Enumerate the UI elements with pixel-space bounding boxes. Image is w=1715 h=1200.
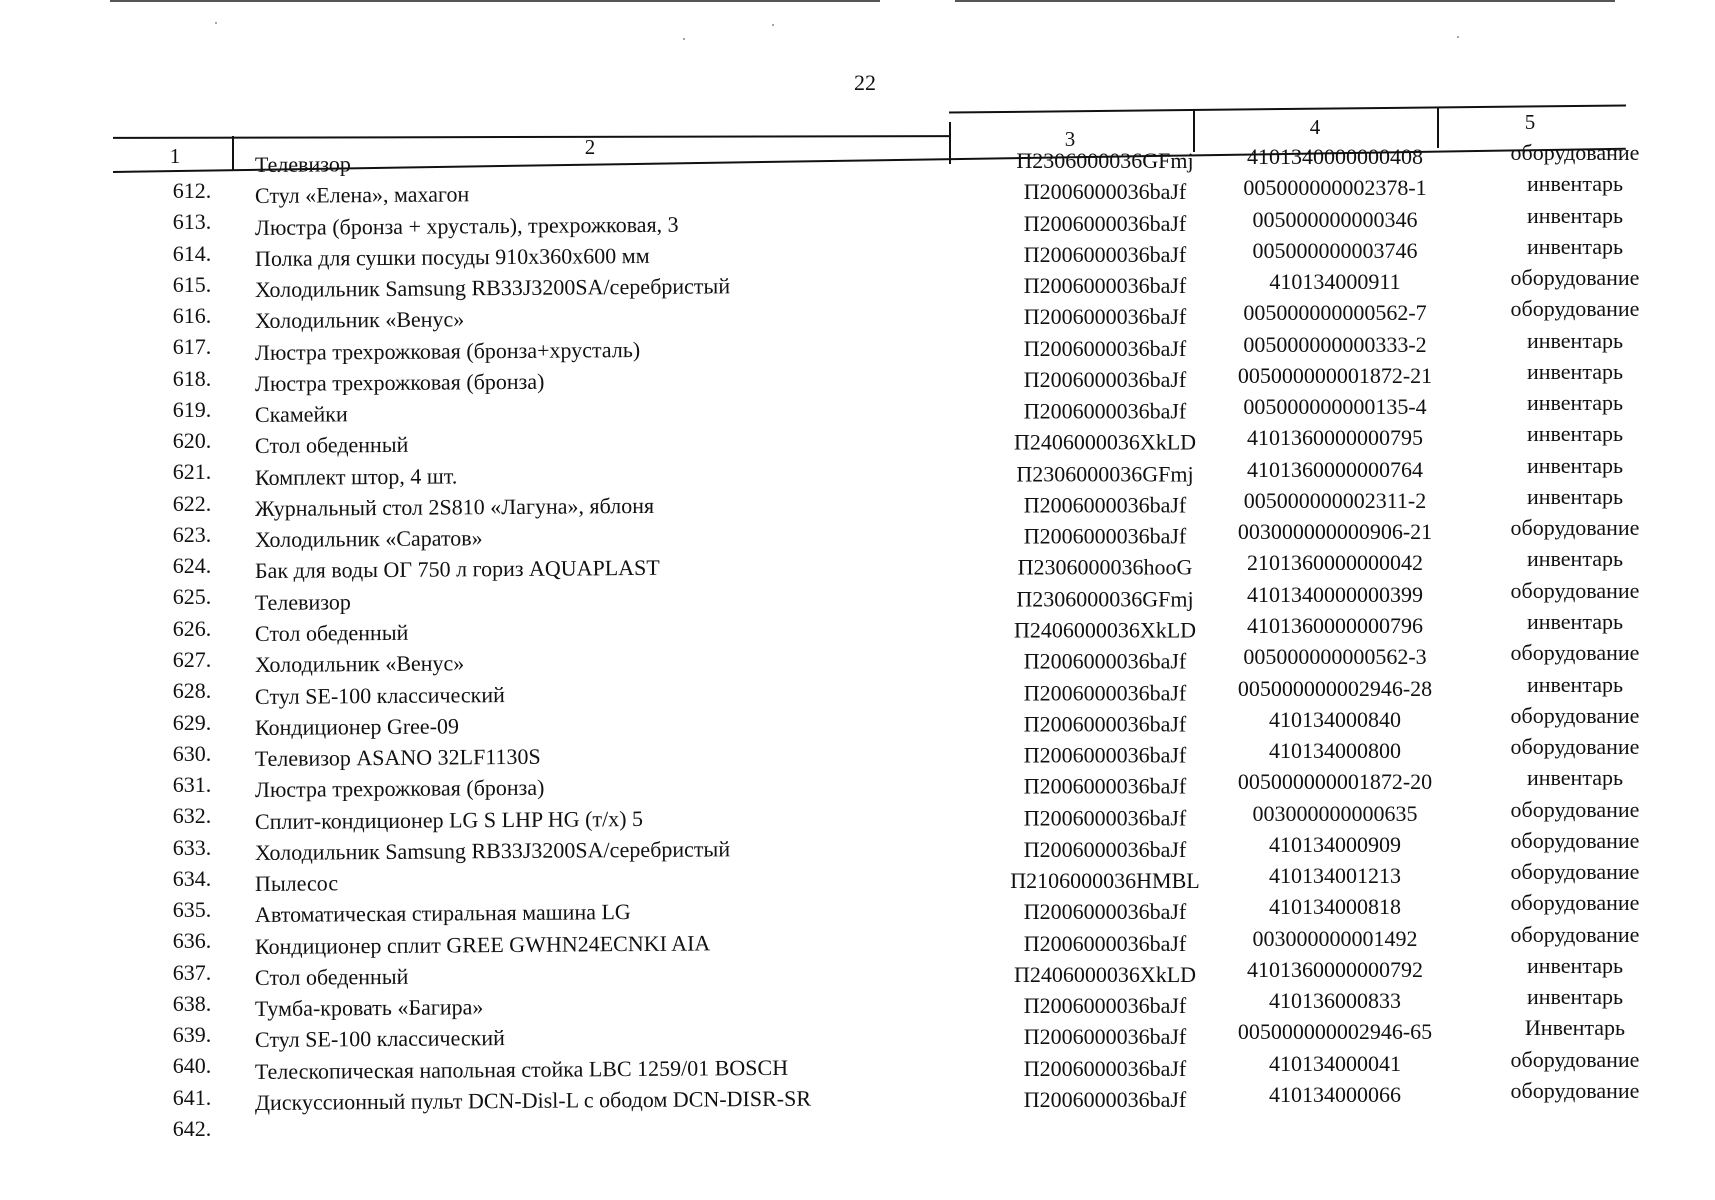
item-category: оборудование (1510, 827, 1640, 853)
item-name: Телескопическая напольная стойка LBC 1259/01 BOSCH (254, 1054, 789, 1084)
item-name: Люстра трехрожковая (бронза+хрусталь) (254, 336, 641, 365)
item-name: Автоматическая стиральная машина LG (254, 899, 631, 928)
item-name: Бак для воды ОГ 750 л гориз AQUAPLAST (254, 555, 660, 584)
inventory-number: 003000000000906-21 (1237, 519, 1433, 545)
item-name: Люстра (бронза + хрусталь), трехрожковая, 3 (254, 211, 679, 240)
item-category: инвентарь (1526, 671, 1624, 697)
inventory-number: 005000000002378-1 (1243, 175, 1427, 201)
item-name: Стул «Елена», махагон (254, 181, 470, 209)
header-divider-4 (1437, 108, 1439, 148)
row-number: 638. (172, 990, 212, 1016)
row-number: 618. (172, 365, 212, 391)
scan-edge-line-right (955, 0, 1615, 2)
item-category: оборудование (1510, 640, 1640, 666)
item-category: оборудование (1510, 1078, 1640, 1103)
inventory-number: 005000000000562-7 (1243, 300, 1427, 326)
row-number: 636. (172, 928, 212, 954)
account-code: П2006000036baJf (1023, 648, 1187, 674)
item-category: инвентарь (1526, 171, 1624, 197)
row-number: 616. (172, 303, 212, 329)
item-category: оборудование (1510, 890, 1640, 916)
item-category: инвентарь (1526, 984, 1624, 1010)
item-name: Холодильник Samsung RB33J3200SA/серебристый (254, 836, 731, 865)
item-category: оборудование (1510, 1046, 1640, 1072)
row-number: 620. (172, 428, 212, 454)
account-code: П2006000036baJf (1023, 492, 1187, 518)
inventory-number: 005000000000346 (1252, 206, 1418, 232)
inventory-number: 4101360000000792 (1247, 956, 1423, 982)
item-name: Холодильник «Венус» (254, 650, 465, 678)
account-code: П2006000036baJf (1023, 742, 1187, 768)
table-row (0, 1078, 1715, 1141)
account-code: П2006000036baJf (1023, 1087, 1187, 1113)
account-code: П2406000036XkLD (1013, 961, 1197, 987)
item-name: Люстра трехрожковая (бронза) (254, 775, 545, 803)
row-number: 640. (172, 1053, 212, 1079)
inventory-number: 005000000000333-2 (1243, 331, 1427, 357)
row-number: 619. (172, 396, 212, 422)
account-code: П2006000036baJf (1023, 1055, 1187, 1081)
account-code: П2006000036baJf (1023, 523, 1187, 549)
item-category: инвентарь (1526, 483, 1624, 509)
item-name: Дискуссионный пульт DCN-Disl-L с ободом DCN-DISR-SR (254, 1085, 812, 1115)
item-name: Кондиционер Gree-09 (254, 713, 460, 740)
item-category: инвентарь (1526, 421, 1624, 447)
row-number: 641. (172, 1084, 212, 1110)
item-category: оборудование (1510, 296, 1640, 322)
item-category: оборудование (1510, 515, 1640, 541)
item-name: Холодильник Samsung RB33J3200SA/серебристый (254, 273, 731, 303)
inventory-number: 2101360000000042 (1247, 550, 1423, 576)
item-category: инвентарь (1526, 765, 1624, 791)
item-category: инвентарь (1526, 609, 1624, 634)
inventory-number: 410136000833 (1269, 988, 1401, 1014)
item-name: Холодильник «Венус» (254, 306, 465, 334)
item-category: оборудование (1510, 796, 1640, 822)
item-name: Люстра трехрожковая (бронза) (254, 368, 545, 396)
inventory-number: 005000000000135-4 (1243, 394, 1427, 420)
item-category: инвентарь (1526, 327, 1624, 353)
inventory-number: 4101340000000408 (1247, 144, 1423, 169)
account-code: П2006000036baJf (1023, 179, 1187, 205)
item-name: Комплект штор, 4 шт. (254, 463, 458, 490)
row-number: 623. (172, 521, 212, 547)
inventory-number: 005000000001872-20 (1237, 769, 1433, 795)
item-name: Телевизор ASANO 32LF1130S (254, 743, 541, 772)
inventory-number: 005000000000562-3 (1243, 644, 1427, 670)
row-number: 615. (172, 271, 212, 297)
item-category: оборудование (1510, 140, 1640, 165)
item-category: инвентарь (1526, 233, 1624, 259)
row-number: 627. (172, 647, 212, 672)
inventory-number: 410134000066 (1269, 1082, 1401, 1107)
item-category: Инвентарь (1524, 1015, 1626, 1041)
row-number: 639. (172, 1022, 212, 1048)
column-header-2: 2 (584, 135, 596, 159)
inventory-number: 410134000818 (1269, 894, 1401, 920)
account-code: П2006000036baJf (1023, 774, 1187, 800)
item-name: Журнальный стол 2S810 «Лагуна», яблоня (254, 492, 655, 521)
account-code: П2006000036baJf (1023, 711, 1187, 737)
inventory-number: 410134001213 (1269, 863, 1401, 889)
item-category: оборудование (1510, 859, 1640, 885)
account-code: П2006000036baJf (1023, 304, 1187, 330)
row-number: 613. (172, 209, 212, 235)
account-code: П2006000036baJf (1023, 241, 1187, 267)
account-code: П2006000036baJf (1023, 993, 1187, 1019)
item-name: Стол обеденный (254, 963, 409, 990)
row-number: 642. (172, 1116, 212, 1141)
row-number: 631. (172, 772, 212, 798)
account-code: П2006000036baJf (1023, 930, 1187, 956)
inventory-number: 410134000800 (1269, 738, 1401, 764)
item-category: инвентарь (1526, 358, 1624, 384)
row-number: 635. (172, 897, 212, 923)
item-name: Холодильник «Саратов» (254, 525, 483, 553)
item-category: оборудование (1510, 265, 1640, 291)
inventory-number: 4101360000000764 (1247, 456, 1423, 482)
account-code: П2106000036HMBL (1010, 867, 1200, 893)
column-header-1: 1 (169, 144, 181, 168)
account-code: П2006000036baJf (1023, 210, 1187, 236)
item-category: оборудование (1510, 702, 1640, 728)
item-name: Стул SE-100 классический (254, 1025, 505, 1053)
item-name: Телевизор (254, 588, 351, 615)
inventory-number: 4101360000000795 (1247, 425, 1423, 451)
row-number: 625. (172, 584, 212, 610)
row-number: 626. (172, 615, 212, 641)
row-number: 617. (172, 334, 212, 360)
item-category: инвентарь (1526, 952, 1624, 978)
item-name: Стул SE-100 классический (254, 681, 505, 709)
inventory-number: 410134000840 (1269, 706, 1401, 732)
item-name: Сплит-кондиционер LG S LHP HG (т/х) 5 (254, 805, 644, 834)
row-number: 629. (172, 709, 212, 735)
account-code: П2306000036GFmj (1016, 148, 1194, 173)
inventory-number: 005000000003746 (1252, 237, 1418, 263)
account-code: П2006000036baJf (1023, 680, 1187, 706)
item-name: Тумба-кровать «Багира» (254, 994, 484, 1022)
item-category: инвентарь (1526, 202, 1624, 228)
account-code: П2006000036baJf (1023, 836, 1187, 862)
account-code: П2006000036baJf (1023, 899, 1187, 925)
inventory-number: 005000000001872-21 (1237, 362, 1433, 388)
account-code: П2006000036baJf (1023, 367, 1187, 393)
column-header-3: 3 (1064, 127, 1076, 151)
row-number: 624. (172, 553, 212, 579)
item-name: Стол обеденный (254, 619, 409, 646)
item-category: оборудование (1510, 921, 1640, 947)
item-name: Пылесос (254, 870, 339, 897)
row-number: 622. (172, 490, 212, 516)
row-number: 637. (172, 959, 212, 985)
scan-speck (772, 24, 774, 26)
inventory-number: 410134000909 (1269, 831, 1401, 857)
item-category: инвентарь (1526, 546, 1624, 572)
item-category: оборудование (1510, 577, 1640, 603)
inventory-number: 005000000002946-65 (1237, 1019, 1433, 1045)
item-category: инвентарь (1526, 452, 1624, 478)
header-divider-3 (1193, 110, 1195, 152)
scan-speck (215, 22, 217, 24)
item-category: инвентарь (1526, 390, 1624, 416)
account-code: П2306000036GFmj (1016, 461, 1194, 487)
scan-speck (683, 38, 685, 40)
inventory-number: 005000000002946-28 (1237, 675, 1433, 701)
row-number: 634. (172, 865, 212, 891)
item-category: оборудование (1510, 734, 1640, 760)
item-name: Телевизор (254, 151, 351, 177)
item-name: Стол обеденный (254, 432, 409, 459)
account-code: П2006000036baJf (1023, 335, 1187, 361)
inventory-number: 005000000002311-2 (1243, 487, 1427, 513)
row-number: 633. (172, 834, 212, 860)
page-number: 22 (854, 70, 876, 95)
row-number: 628. (172, 678, 212, 704)
row-number: 614. (172, 240, 212, 266)
row-number: 632. (172, 803, 212, 829)
account-code: П2406000036XkLD (1013, 617, 1197, 643)
scan-speck (1457, 36, 1459, 38)
account-code: П2306000036hooG (1017, 554, 1193, 580)
item-name: Полка для сушки посуды 910х360х600 мм (254, 242, 650, 271)
inventory-number: 410134000041 (1269, 1050, 1401, 1076)
row-number: 621. (172, 459, 212, 485)
item-name: Кондиционер сплит GREE GWHN24ECNKI AIA (254, 930, 711, 959)
column-header-5: 5 (1524, 110, 1536, 134)
account-code: П2006000036baJf (1023, 273, 1187, 299)
account-code: П2006000036baJf (1023, 1024, 1187, 1050)
scan-edge-line-left (110, 0, 880, 2)
account-code: П2306000036GFmj (1016, 586, 1194, 612)
inventory-number: 4101340000000399 (1247, 581, 1423, 607)
inventory-number: 003000000001492 (1252, 925, 1418, 951)
row-number: 612. (172, 178, 212, 203)
column-header-4: 4 (1309, 115, 1321, 139)
inventory-number: 410134000911 (1269, 269, 1401, 295)
header-top-border-left (113, 135, 951, 139)
account-code: П2406000036XkLD (1013, 429, 1197, 455)
item-name: Скамейки (254, 401, 348, 428)
account-code: П2006000036baJf (1023, 398, 1187, 424)
inventory-number: 003000000000635 (1252, 800, 1418, 826)
account-code: П2006000036baJf (1023, 805, 1187, 831)
row-number: 630. (172, 740, 212, 766)
inventory-number: 4101360000000796 (1247, 613, 1423, 638)
